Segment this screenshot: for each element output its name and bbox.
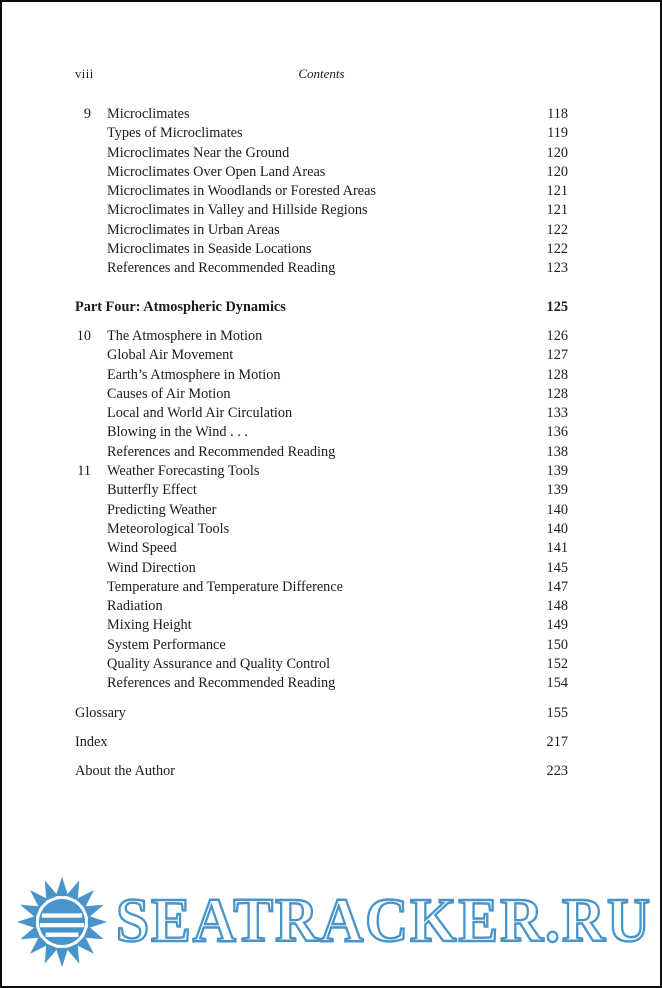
toc-entry-left (75, 704, 126, 723)
toc-entry (75, 443, 568, 462)
toc-entry-title: Microclimates Over Open Land Areas (107, 163, 326, 180)
toc-entry (75, 501, 568, 520)
toc-entry-title: System Performance (107, 636, 226, 653)
toc-entry-left (75, 636, 226, 655)
toc-entry-title: Causes of Air Motion (107, 385, 231, 402)
toc-entry-page: 123 (546, 260, 568, 277)
running-head: Contents (298, 66, 345, 81)
toc-entry-left (75, 201, 368, 220)
toc-entry-left (75, 762, 175, 781)
toc-entry-title: Microclimates in Urban Areas (107, 221, 280, 238)
toc-entry (75, 385, 568, 404)
toc-entry-left (75, 327, 262, 346)
toc-entry (75, 520, 568, 539)
toc-entry-page: 140 (546, 501, 568, 518)
toc-entry (75, 404, 568, 423)
toc-entry-left (75, 144, 289, 163)
toc-entry (75, 163, 568, 182)
toc-entry (75, 221, 568, 240)
toc-entry-title: Predicting Weather (107, 501, 217, 518)
toc-entry-page: 118 (547, 106, 568, 122)
toc-entry-left (75, 221, 280, 240)
toc-entry-left (75, 423, 248, 442)
toc-entry-page: 139 (546, 482, 568, 499)
toc-entry-page: 149 (546, 617, 568, 634)
toc-entry-page: 147 (546, 578, 568, 595)
toc-entry-left (75, 443, 335, 462)
toc-entry-page: 122 (546, 221, 568, 238)
toc-entry-page: 155 (546, 704, 568, 721)
toc-entry-left (75, 559, 196, 578)
toc-entry (75, 366, 568, 385)
toc-entry (75, 733, 568, 752)
toc-entry (75, 201, 568, 220)
toc-chapter-number: 10 (76, 327, 91, 344)
watermark-text-graphic (110, 879, 658, 965)
toc-entry-left (75, 674, 335, 693)
toc-entry-left (75, 404, 292, 423)
toc-entry (75, 182, 568, 201)
toc-entry-left (75, 733, 108, 752)
toc-entry-left (75, 124, 243, 143)
toc-entry-left (75, 385, 231, 404)
toc-entry (75, 124, 568, 143)
toc-entry-title: Wind Speed (107, 540, 177, 557)
toc-entry-title: Local and World Air Circulation (107, 405, 293, 422)
toc-entry-title: Microclimates (107, 106, 190, 122)
toc-entry-title: Radiation (107, 598, 163, 615)
toc-entry-title: Global Air Movement (107, 347, 234, 364)
toc-entry-page: 127 (546, 347, 568, 364)
toc-entry (75, 481, 568, 500)
toc-entry-title: About the Author (75, 763, 176, 780)
toc-chapter-number: 11 (77, 463, 91, 480)
toc-entry (75, 259, 568, 278)
toc-entry-page: 145 (546, 559, 568, 576)
toc-entry-title: Glossary (75, 704, 126, 721)
toc-entry-left (75, 578, 343, 597)
toc-entry-title: Weather Forecasting Tools (107, 463, 260, 480)
toc-entry-page: 136 (546, 424, 568, 441)
toc-entry-page: 148 (546, 598, 568, 615)
toc-entry-left (75, 298, 286, 317)
toc-entry-page: 217 (546, 733, 568, 750)
toc-entry-left (75, 105, 190, 124)
toc-entry-left (75, 163, 325, 182)
toc-entry-title: Temperature and Temperature Difference (107, 578, 344, 595)
toc-entry-left (75, 655, 330, 674)
toc-entry-title: Earth’s Atmosphere in Motion (107, 366, 281, 383)
toc-entry-page: 140 (546, 520, 568, 537)
toc-entry (75, 559, 568, 578)
toc-entry-left (75, 366, 281, 385)
toc-entry-title: Butterfly Effect (107, 482, 197, 499)
toc-entry-page: 120 (546, 163, 568, 180)
toc-entry-page: 121 (546, 183, 568, 200)
page-header (75, 66, 568, 82)
toc-entry-title: Index (75, 733, 108, 750)
toc-entry (75, 298, 568, 317)
toc-entry-left (75, 597, 163, 616)
toc-entry-title: Microclimates in Seaside Locations (107, 241, 312, 258)
toc-entry-title: Part Four: Atmospheric Dynamics (75, 298, 286, 315)
toc-entry-title: The Atmosphere in Motion (107, 327, 263, 344)
toc-entry (75, 462, 568, 481)
toc-entry-left (75, 240, 311, 259)
toc-entry-page: 133 (546, 405, 568, 422)
toc-entry (75, 704, 568, 723)
table-of-contents (75, 105, 568, 782)
toc-entry (75, 105, 568, 124)
toc-entry-page: 150 (546, 636, 568, 653)
toc-entry-title: Mixing Height (107, 617, 192, 634)
toc-entry-page: 120 (546, 144, 568, 161)
page-folio: viii (75, 67, 94, 81)
toc-entry-title: Quality Assurance and Quality Control (107, 656, 331, 673)
toc-entry-page: 154 (546, 675, 568, 692)
toc-entry (75, 674, 568, 693)
toc-entry-page: 122 (546, 241, 568, 258)
toc-chapter-number: 9 (83, 106, 91, 122)
toc-entry-title: References and Recommended Reading (107, 260, 336, 277)
toc-entry (75, 327, 568, 346)
toc-entry-title: References and Recommended Reading (107, 443, 336, 460)
toc-entry-left (75, 501, 216, 520)
toc-entry-page: 223 (546, 763, 568, 780)
toc-entry-page: 119 (547, 125, 568, 142)
toc-entry-left (75, 259, 335, 278)
toc-entry-title: Types of Microclimates (107, 125, 243, 142)
toc-entry-title: Microclimates in Woodlands or Forested Areas (107, 183, 376, 200)
toc-entry (75, 597, 568, 616)
toc-entry-left (75, 182, 376, 201)
toc-entry-left (75, 481, 197, 500)
toc-entry-page: 128 (546, 366, 568, 383)
toc-entry-title: Microclimates Near the Ground (107, 144, 290, 161)
toc-entry-page: 152 (546, 656, 568, 673)
toc-entry (75, 655, 568, 674)
toc-entry-left (75, 539, 177, 558)
toc-entry (75, 578, 568, 597)
toc-entry (75, 616, 568, 635)
toc-entry-title: Wind Direction (107, 559, 196, 576)
toc-entry-left (75, 520, 229, 539)
toc-entry (75, 636, 568, 655)
toc-entry-left (75, 462, 259, 481)
toc-entry-title: Microclimates in Valley and Hillside Regions (107, 202, 368, 219)
toc-entry-page: 125 (546, 298, 568, 315)
toc-entry-left (75, 346, 233, 365)
toc-entry-page: 121 (546, 202, 568, 219)
toc-entry-page: 126 (546, 327, 568, 344)
toc-entry (75, 423, 568, 442)
toc-entry (75, 762, 568, 781)
toc-entry-page: 139 (546, 463, 568, 480)
toc-entry-left (75, 616, 192, 635)
toc-entry (75, 240, 568, 259)
toc-entry-title: Blowing in the Wind . . . (107, 424, 248, 441)
toc-entry-page: 138 (546, 443, 568, 460)
toc-entry-page: 141 (546, 540, 568, 557)
watermark-text: SEATRACKER.RU (116, 887, 652, 955)
toc-entry-page: 128 (546, 385, 568, 402)
toc-entry-title: Meteorological Tools (107, 520, 230, 537)
watermark (14, 874, 658, 970)
toc-entry (75, 539, 568, 558)
sun-logo-icon (14, 874, 110, 970)
toc-entry (75, 346, 568, 365)
toc-entry (75, 144, 568, 163)
toc-entry-title: References and Recommended Reading (107, 675, 336, 692)
